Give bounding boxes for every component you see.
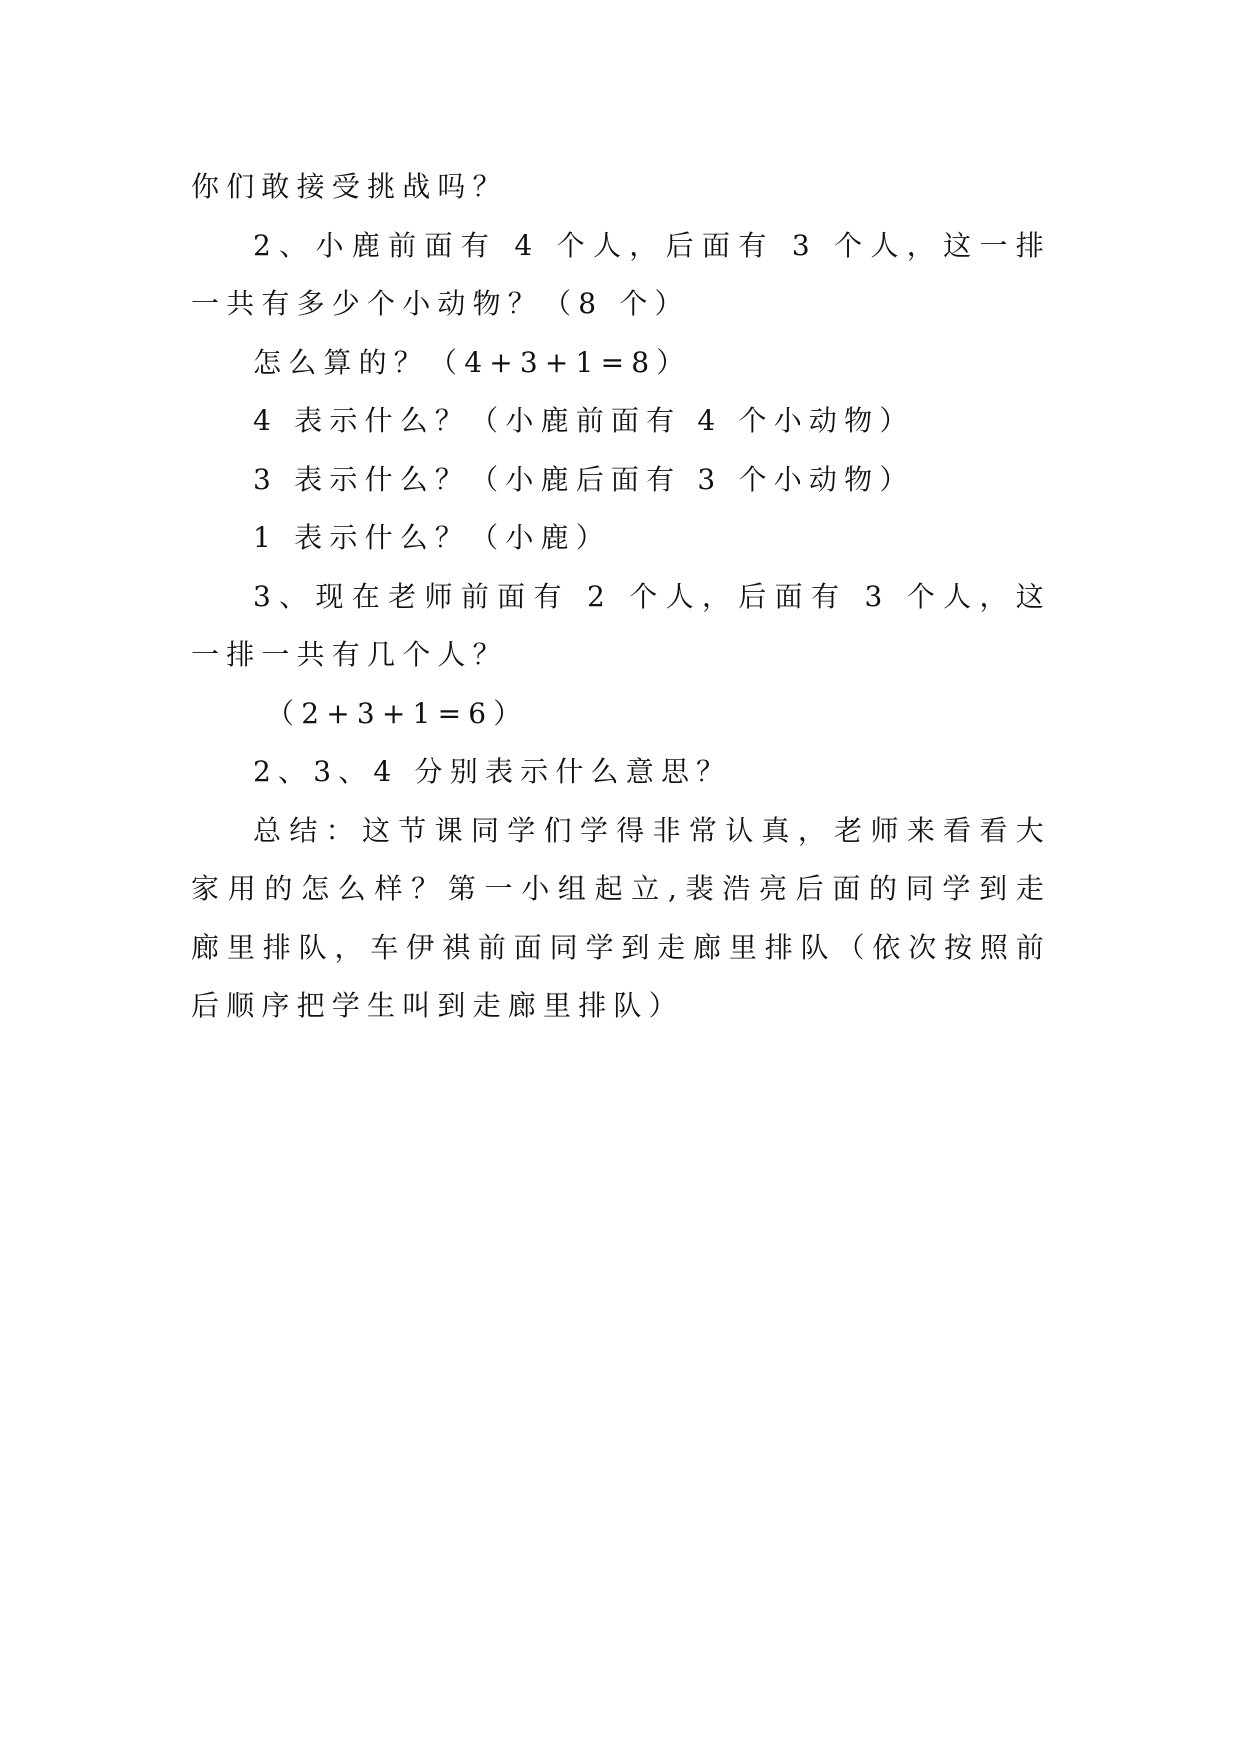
paragraph-how-calculated: 怎么算的？（4+3+1=8） xyxy=(253,345,692,379)
paragraph-answer-formula: （2+3+1=6） xyxy=(266,696,529,730)
paragraph-summary: 总结：这节课同学们学得非常认真，老师来看看大家用的怎么样？第一小组起立,裴浩亮后面的同学到走廊里排队，车伊祺前面同学到走廊里排队（依次按照前后顺序把学生叫到走廊里排队） xyxy=(191,813,1051,1022)
document-body xyxy=(191,158,1051,1036)
paragraph-what-4-means: 4 表示什么？（小鹿前面有 4 个小动物） xyxy=(253,404,915,437)
paragraph-intro: 你们敢接受挑战吗？ xyxy=(191,170,508,203)
paragraph-meaning-question: 2、3、4 分别表示什么意思？ xyxy=(253,755,732,788)
paragraph-question-3: 3、现在老师前面有 2 个人，后面有 3 个人，这一排一共有几个人？ xyxy=(191,579,1051,671)
paragraph-what-1-means: 1 表示什么？（小鹿） xyxy=(253,521,611,554)
paragraph-question-2: 2、小鹿前面有 4 个人，后面有 3 个人，这一排一共有多少个小动物？（8 个） xyxy=(191,228,1051,320)
paragraph-what-3-means: 3 表示什么？（小鹿后面有 3 个小动物） xyxy=(253,462,915,496)
